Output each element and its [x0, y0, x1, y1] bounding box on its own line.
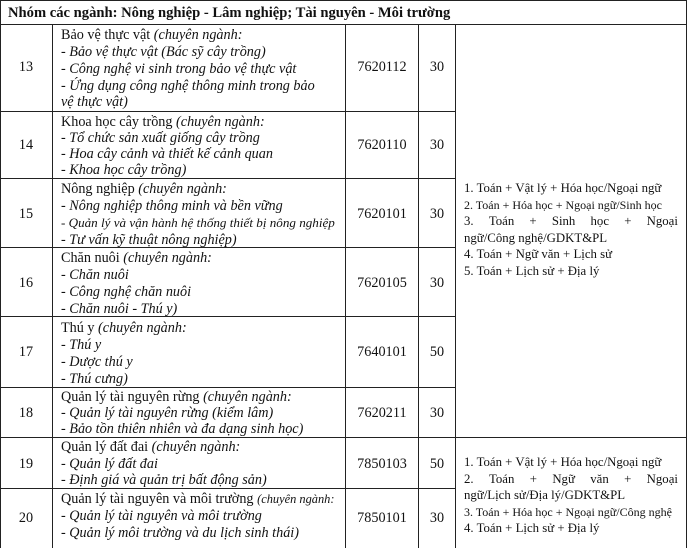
specialization: - Công nghệ vi sinh trong bảo vệ thực vật	[61, 61, 297, 77]
major-code: 7620101	[357, 206, 407, 222]
specialization: - Ứng dụng công nghệ thông minh trong bảo	[61, 78, 315, 94]
major-note: (chuyên ngành:	[257, 492, 335, 506]
specialization: - Quản lý môi trường và du lịch sinh thái)	[61, 525, 299, 541]
major-title: Quản lý tài nguyên rừng	[61, 389, 200, 405]
specialization: - Dược thú y	[61, 354, 133, 370]
combination-line-justified	[464, 471, 678, 488]
major-code: 7620211	[357, 405, 407, 421]
major-name	[61, 490, 334, 508]
major-title: Chăn nuôi	[61, 250, 120, 266]
subject-combinations-b	[464, 454, 678, 537]
specialization: - Tổ chức sản xuất giống cây trồng	[61, 130, 260, 146]
specialization: - Chăn nuôi	[61, 267, 129, 283]
combination-line: 3. Toán + Hóa học + Ngoại ngữ/Công nghệ	[464, 504, 672, 519]
combination-line: 2. Toán + Hóa học + Ngoại ngữ/Sinh học	[464, 197, 662, 212]
major-note: (chuyên ngành:	[138, 181, 227, 197]
combination-line: ngữ/Lịch sử/Địa lý/GDKT&PL	[464, 488, 626, 503]
table-border-right	[686, 0, 687, 548]
word: +	[624, 471, 632, 486]
row-number: 18	[18, 405, 34, 421]
combination-line: 4. Toán + Lịch sử + Địa lý	[464, 521, 600, 536]
major-code: 7620110	[357, 137, 407, 153]
combination-line: ngữ/Công nghệ/GDKT&PL	[464, 230, 608, 245]
row-number: 13	[18, 59, 34, 75]
row-number: 15	[18, 206, 34, 222]
major-note: (chuyên ngành:	[153, 27, 243, 43]
combination-line: 4. Toán + Ngữ văn + Lịch sử	[464, 247, 613, 262]
major-note: (chuyên ngành:	[98, 320, 187, 336]
major-code: 7850103	[357, 456, 407, 472]
major-name	[61, 319, 187, 337]
major-name	[61, 438, 240, 456]
row-number: 17	[18, 344, 34, 360]
quota: 50	[429, 456, 445, 472]
word: +	[529, 471, 537, 486]
major-note: (chuyên ngành:	[123, 250, 212, 266]
specialization: - Tư vấn kỹ thuật nông nghiệp)	[61, 232, 237, 248]
group-header: Nhóm các ngành: Nông nghiệp - Lâm nghiệp; Tài nguyên - Môi trường	[8, 5, 451, 21]
quota: 50	[429, 344, 445, 360]
row-number: 16	[18, 275, 34, 291]
major-title: Thú y	[61, 320, 95, 336]
word: 3.	[464, 214, 474, 229]
word: Toán	[488, 214, 515, 229]
row-number: 19	[18, 456, 34, 472]
combination-line: 1. Toán + Vật lý + Hóa học/Ngoại ngữ	[464, 181, 662, 195]
combination-line-justified	[464, 213, 678, 230]
major-name	[61, 249, 212, 267]
specialization: - Quản lý và vận hành hệ thống thiết bị nông nghiệp	[61, 215, 335, 230]
specialization: - Quản lý đất đai	[61, 456, 158, 472]
major-name	[61, 26, 242, 44]
table-border-left	[0, 0, 1, 548]
specialization: - Khoa học cây trồng)	[61, 162, 187, 178]
specialization: - Quản lý tài nguyên rừng (kiểm lâm)	[61, 405, 274, 421]
row-number: 20	[18, 510, 34, 526]
row-number: 14	[18, 137, 34, 153]
specialization: - Bảo vệ thực vật (Bác sỹ cây trồng)	[61, 44, 266, 60]
specialization: - Chăn nuôi - Thú y)	[61, 301, 178, 317]
col-divider-name	[345, 24, 346, 548]
col-divider-stt	[52, 24, 53, 548]
table-border-top	[0, 0, 686, 1]
word: +	[624, 214, 632, 229]
major-code: 7620112	[357, 59, 407, 75]
major-note: (chuyên ngành:	[176, 114, 265, 130]
major-name	[61, 180, 227, 198]
combination-line: 1. Toán + Vật lý + Hóa học/Ngoại ngữ	[464, 455, 662, 469]
quota: 30	[429, 137, 445, 153]
specialization: - Quản lý tài nguyên và môi trường	[61, 508, 262, 524]
word: Ngữ	[552, 471, 575, 486]
row-divider	[0, 111, 455, 112]
major-title: Quản lý tài nguyên và môi trường	[61, 491, 254, 507]
word: văn	[590, 471, 609, 486]
specialization: - Bảo tồn thiên nhiên và đa dạng sinh học)	[61, 421, 304, 437]
major-title: Bảo vệ thực vật	[61, 27, 151, 43]
specialization: - Nông nghiệp thông minh và bền vững	[61, 198, 283, 214]
header-divider	[0, 24, 686, 25]
quota: 30	[429, 275, 445, 291]
specialization: - Công nghệ chăn nuôi	[61, 284, 192, 300]
quota: 30	[429, 206, 445, 222]
quota: 30	[429, 510, 445, 526]
major-code: 7850101	[357, 510, 407, 526]
quota: 30	[429, 59, 445, 75]
major-note: (chuyên ngành:	[151, 439, 241, 455]
specialization: - Định giá và quản trị bất động sản)	[61, 472, 267, 488]
major-note: (chuyên ngành:	[203, 389, 292, 405]
word: +	[529, 214, 537, 229]
word: Sinh	[551, 214, 576, 229]
specialization: - Hoa cây cảnh và thiết kế cảnh quan	[61, 146, 273, 162]
word: 2.	[464, 471, 474, 486]
specialization: vệ thực vật)	[61, 94, 128, 110]
word: Ngoại	[646, 471, 678, 486]
specialization: - Thú y	[61, 337, 102, 353]
major-title: Quản lý đất đai	[61, 439, 149, 455]
word: Toán	[488, 471, 515, 486]
combination-line: 5. Toán + Lịch sử + Địa lý	[464, 263, 600, 278]
word: Ngoại	[646, 214, 678, 229]
major-code: 7640101	[357, 344, 407, 360]
quota: 30	[429, 405, 445, 421]
subject-combinations-a	[464, 180, 678, 280]
word: học	[590, 214, 610, 229]
major-code: 7620105	[357, 275, 407, 291]
major-title: Khoa học cây trồng	[61, 114, 173, 130]
major-title: Nông nghiệp	[61, 181, 135, 197]
specialization: - Thú cưng)	[61, 371, 128, 387]
